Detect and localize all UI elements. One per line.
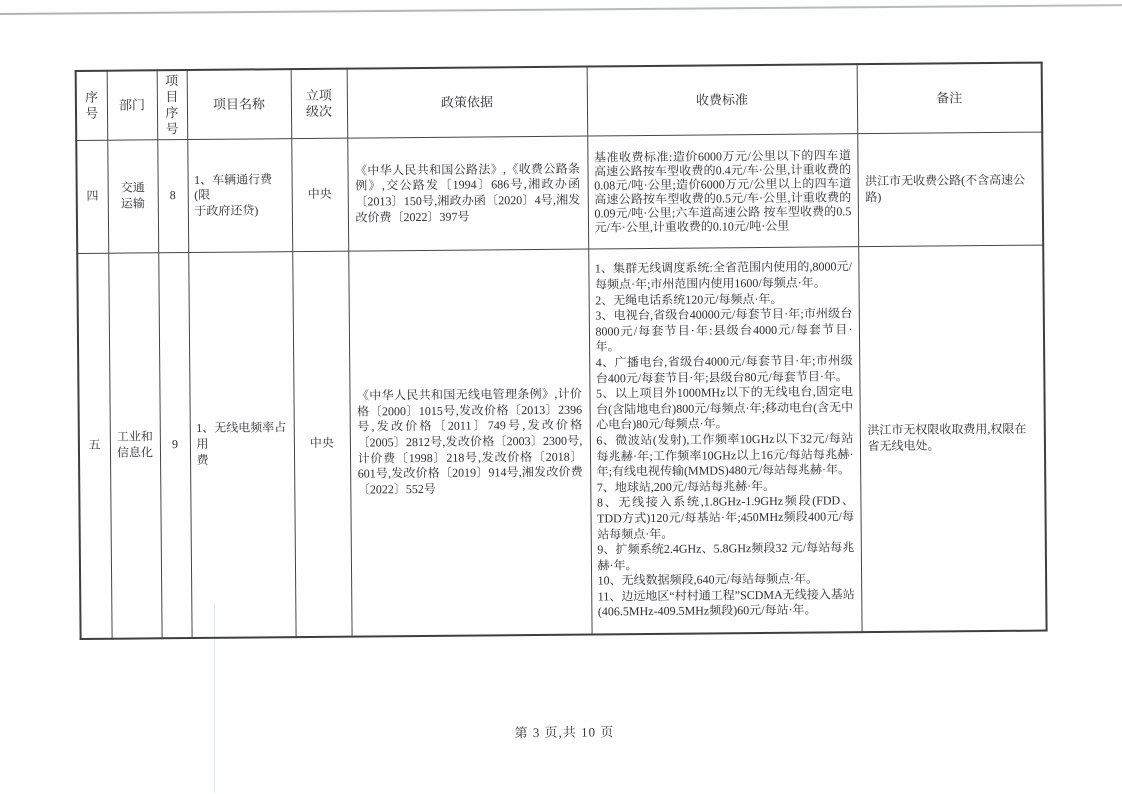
fee-schedule-table [75,62,1048,640]
col-header-standard: 收费标准 [587,64,858,136]
col-header-level: 立项 级次 [291,69,348,139]
cell-item-no: 9 [158,253,191,638]
table-row [76,132,1043,253]
col-header-seq: 序号 [76,71,108,141]
cell-standard: 1、集群无线调度系统:全省范围内使用的,8000元/每频点·年;市州范围内使用1600/每频点·年。 2、无绳电话系统120元/每频点·年。 3、电视台,省级台40000元/每套节目·年;市州级台8000元/每套节目·年:县级台4000元/每套节目·年。 4、广播电台,省级台4000元/每套节目·年;市州级台400元/每套节目·年;县级台80元/每套节目·年。 5、以上项目外1000MHz以下的无线电台,固定电台(含陆地电台)800元/每频点·年;移动电台(含无中心电台)80元/每频点·年。 6、微波站(发射),工作频率10GHz以下32元/每站每兆赫·年;工作频率10GHz以上16元/每站每兆赫·年;有线电视传输(MMDS)480元/每站每兆赫·年。 7、地球站,200元/每站每兆赫·年。 8、无线接入系统,1.8GHz-1.9GHz频段(FDD、TDD方式)120元/每基站·年;450MHz频段400元/每站每频点·年。 9、扩频系统2.4GHz、5.8GHz频段32 元/每站每兆赫·年。 10、无线数据频段,640元/每站每频点·年。 11、边远地区“村村通工程”SCDMA无线接入基站(406.5MHz-409.5MHz频段)60元/每站·年。 [588,247,861,634]
col-header-dept: 部门 [107,70,158,140]
col-header-item-no: 项目 序号 [157,70,188,140]
cell-item-no: 8 [157,140,188,253]
cell-policy: 《中华人民共和国公路法》,《收费公路条例》,交公路发〔1994〕686号,湘政办函〔2013〕150号,湘政办函〔2020〕4号,湘发改价费〔2022〕397号 [347,136,588,251]
table-header-row [76,63,1043,141]
cell-note: 洪江市无收费公路(不含高速公路) [857,132,1043,247]
page-number-footer: 第 3 页,共 10 页 [514,724,615,741]
table-row [77,245,1046,638]
cell-item-name: 1、无线电频率占用 费 [188,252,295,638]
cell-seq: 五 [77,253,111,638]
col-header-item-name: 项目名称 [187,69,292,139]
cell-dept: 交通 运输 [107,140,158,253]
cell-item-name: 1、车辆通行费(限 于政府还贷) [187,139,292,253]
cell-seq: 四 [76,140,108,253]
cell-level: 中央 [291,138,348,251]
col-header-policy: 政策依据 [347,67,588,139]
cell-dept: 工业和 信息化 [108,253,161,638]
cell-level: 中央 [292,251,351,636]
col-header-note: 备注 [857,63,1043,134]
cell-standard: 基准收费标准:造价6000万元/公里以下的四车道高速公路按车型收费的0.4元/车·公里,计重收费的0.08元/吨·公里;造价6000万元/公里以上的四车道高速公路按车型收费的0.5元/车·公里,计重收费的0.09元/吨·公里;六车道高速公路 按车型收费的0.5元/车·公里,计重收费的0.10元/吨·公里 [587,134,858,249]
cell-policy: 《中华人民共和国无线电管理条例》,计价格〔2000〕1015号,发改价格〔2013〕2396号,发改价格〔2011〕749号,发改价格〔2005〕2812号,发改价格〔2003〕2300号,计价费〔1998〕218号,发改价格〔2018〕601号,发改价格〔2019〕914号,湘发改价费〔2022〕552号 [348,249,591,636]
cell-note: 洪江市无权限收取费用,权限在省无线电处。 [858,245,1046,632]
